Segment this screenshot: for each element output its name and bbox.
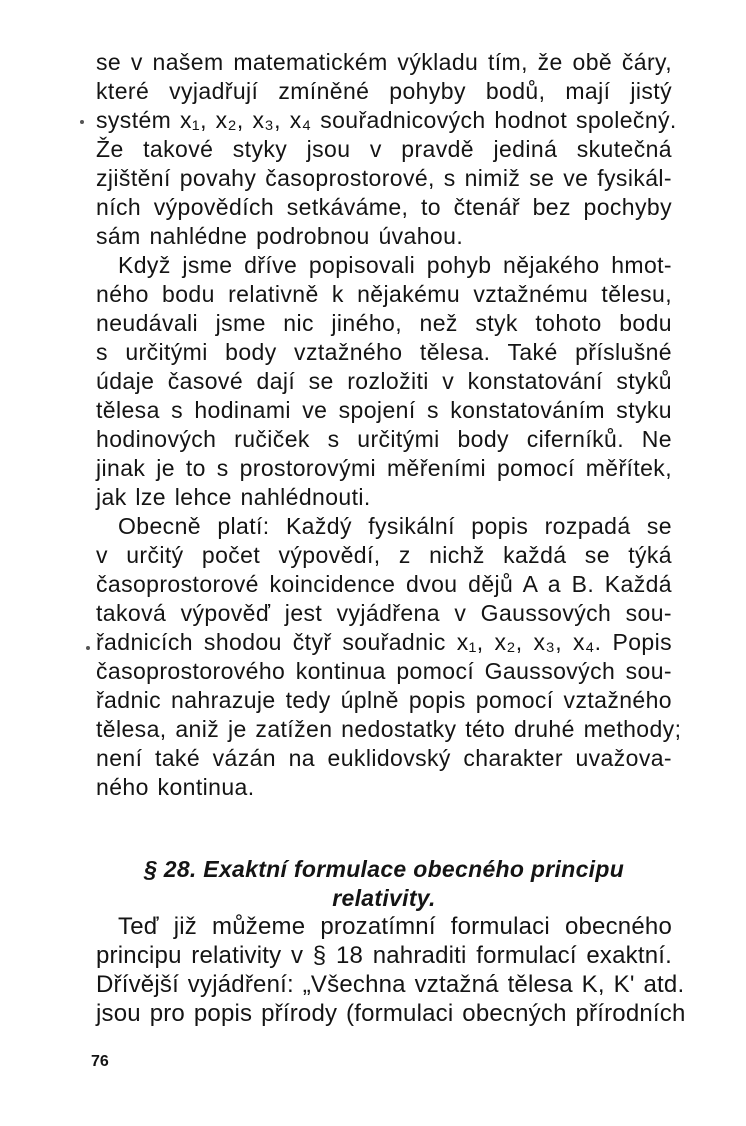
paragraph-4 xyxy=(96,912,686,1028)
text-line: hodinových ručiček s určitými body ciferníků. Ne xyxy=(96,426,672,452)
text-line: se v našem matematickém výkladu tím, že obě čáry, xyxy=(96,49,672,75)
text-line: ného kontinua. xyxy=(96,774,255,800)
text-line: zjištění povahy časoprostorové, s nimiž se ve fysikál- xyxy=(96,165,672,191)
paragraph-1 xyxy=(96,48,677,251)
text-line: v určitý počet výpovědí, z nichž každá se týká xyxy=(96,542,672,568)
text-line: jak lze lehce nahlédnouti. xyxy=(96,484,371,510)
print-speck xyxy=(86,646,90,650)
text-line: Když jsme dříve popisovali pohyb nějakého hmot- xyxy=(118,252,672,278)
section-body xyxy=(96,912,686,1028)
body-text xyxy=(96,48,682,802)
text-line: neudávali jsme nic jiného, než styk tohoto bodu xyxy=(96,310,672,336)
text-line: taková výpověď jest vyjádřena v Gaussových sou- xyxy=(96,600,672,626)
text-line: jinak je to s prostorovými měřeními pomocí měřítek, xyxy=(96,455,672,481)
print-speck xyxy=(80,120,84,124)
text-line: které vyjadřují zmíněné pohyby bodů, mají jistý xyxy=(96,78,672,104)
text-line: jsou pro popis přírody (formulaci obecných přírodních xyxy=(96,1000,686,1027)
text-line: sám nahlédne podrobnou úvahou. xyxy=(96,223,464,249)
text-line: není také vázán na euklidovský charakter uvažova- xyxy=(96,745,672,771)
text-line: časoprostorové koincidence dvou dějů A a B. Každá xyxy=(96,571,672,597)
text-line: údaje časové dají se rozložiti v konstatování styků xyxy=(96,368,672,394)
text-line: časoprostorového kontinua pomocí Gaussových sou- xyxy=(96,658,672,684)
section-heading: § 28. Exaktní formulace obecného principu relativity. xyxy=(143,856,625,911)
text-line: Dřívější vyjádření: „Všechna vztažná tělesa K, K' atd. xyxy=(96,971,685,998)
text-line: s určitými body vztažného tělesa. Také příslušné xyxy=(96,339,672,365)
text-line: řadnicích shodou čtyř souřadnic x₁, x₂, x₃, x₄. Popis xyxy=(96,629,672,655)
text-line: řadnic nahrazuje tedy úplně popis pomocí vztažného xyxy=(96,687,672,713)
text-line: tělesa s hodinami ve spojení s konstatováním styku xyxy=(96,397,672,423)
text-line: Obecně platí: Každý fysikální popis rozpadá se xyxy=(118,513,672,539)
text-line: systém x₁, x₂, x₃, x₄ souřadnicových hodnot společný. xyxy=(96,107,677,133)
text-line: Že takové styky jsou v pravdě jediná skutečná xyxy=(96,136,672,162)
paragraph-2 xyxy=(96,251,672,512)
text-line: ních výpovědích setkáváme, to čtenář bez pochyby xyxy=(96,194,672,220)
paragraph-3 xyxy=(96,512,682,802)
text-line: tělesa, aniž je zatížen nedostatky této druhé methody; xyxy=(96,716,682,742)
page-number: 76 xyxy=(91,1053,109,1070)
text-line: Teď již můžeme prozatímní formulaci obecného xyxy=(118,913,672,940)
text-line: ného bodu relativně k nějakému vztažnému tělesu, xyxy=(96,281,672,307)
text-line: principu relativity v § 18 nahraditi formulací exaktní. xyxy=(96,942,672,969)
